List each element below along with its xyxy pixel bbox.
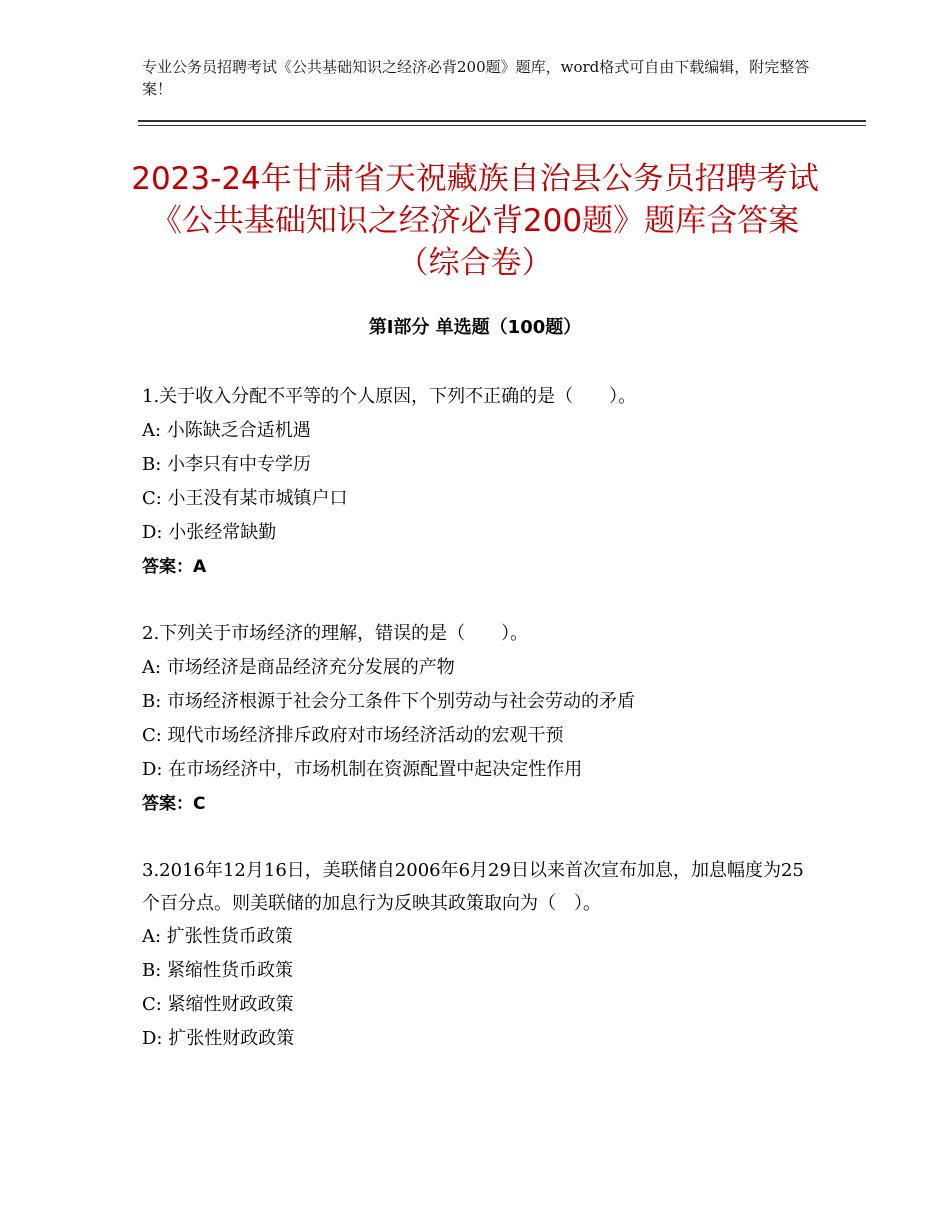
option-a: A: 扩张性货币政策 (142, 926, 293, 947)
header-rule-thick (138, 120, 866, 122)
option-a: A: 小陈缺乏合适机遇 (142, 420, 311, 441)
option-c: C: 紧缩性财政政策 (142, 994, 294, 1015)
option-d: D: 扩张性财政政策 (142, 1028, 295, 1049)
question-list (142, 380, 810, 1089)
section-title: 第Ⅰ部分 单选题（100题） (368, 317, 582, 338)
option-c: C: 小王没有某市城镇户口 (142, 488, 348, 509)
header-note: 专业公务员招聘考试《公共基础知识之经济必背200题》题库，word格式可自由下载编辑，附完整答案！ (142, 58, 810, 98)
document-title: 2023-24年甘肃省天祝藏族自治县公务员招聘考试《公共基础知识之经济必背200题》题库含答案（综合卷） (131, 161, 819, 281)
option-c: C: 现代市场经济排斥政府对市场经济活动的宏观干预 (142, 725, 564, 746)
option-b: B: 紧缩性货币政策 (142, 960, 294, 981)
option-b: B: 小李只有中专学历 (142, 454, 312, 475)
header-rule-thin (138, 125, 866, 126)
question-text: 2.下列关于市场经济的理解，错误的是（ ）。 (142, 623, 529, 644)
option-d: D: 小张经常缺勤 (142, 522, 277, 543)
answer-line: 答案：C (142, 794, 206, 814)
question-3 (142, 854, 810, 1056)
question-text: 1.关于收入分配不平等的个人原因，下列不正确的是（ ）。 (142, 386, 637, 407)
answer-line: 答案：A (142, 557, 207, 577)
option-a: A: 市场经济是商品经济充分发展的产物 (142, 657, 455, 678)
question-2 (142, 617, 810, 821)
option-d: D: 在市场经济中，市场机制在资源配置中起决定性作用 (142, 759, 583, 780)
question-text: 3.2016年12月16日，美联储自2006年6月29日以来首次宣布加息，加息幅度为25个百分点。则美联储的加息行为反映其政策取向为（ ）。 (142, 860, 804, 914)
question-1 (142, 380, 810, 584)
option-b: B: 市场经济根源于社会分工条件下个别劳动与社会劳动的矛盾 (142, 691, 636, 712)
